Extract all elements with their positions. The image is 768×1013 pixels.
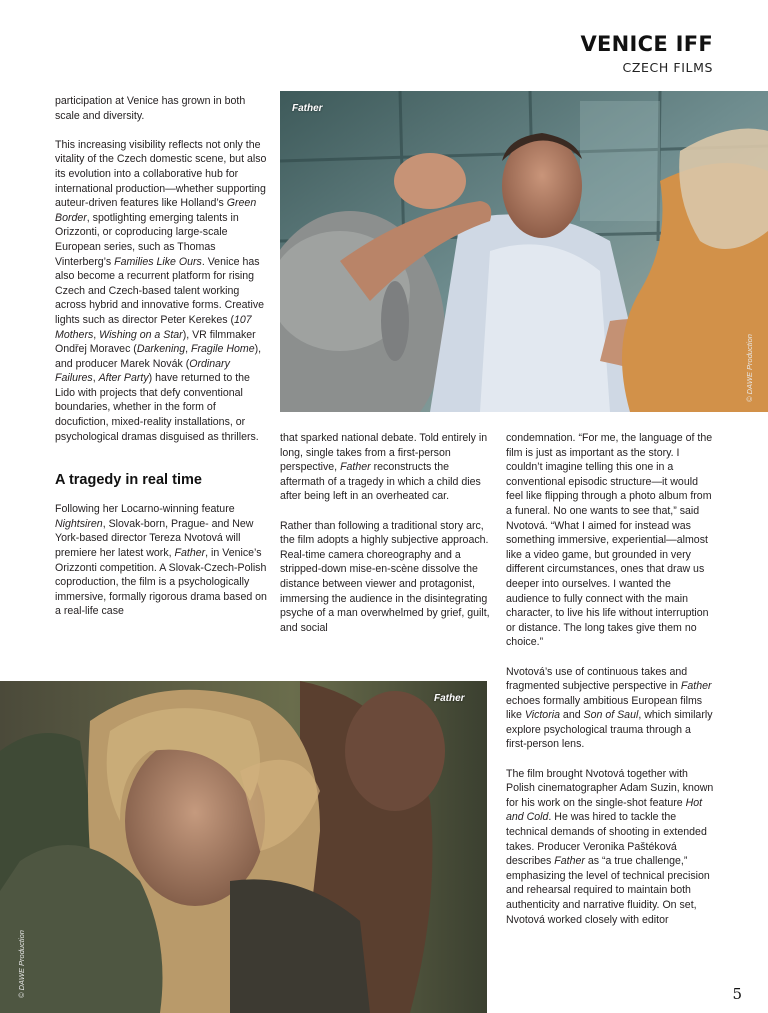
still-photo-bottom — [0, 681, 487, 1013]
magazine-section-title: VENICE IFF — [580, 32, 713, 56]
photo-top-caption: Father — [292, 103, 323, 114]
paragraph: The film brought Nvotová together with Polish cinematographer Adam Suzin, known for his work on the single-shot feature Hot and Cold. He was hired to tackle the technical demands of shooting in extended takes. Producer Veronika Paštéková describes Father as “a true challenge,” emphasizing the level of technical precision and rehearsal required to maintain both authenticity and narrative fluidity. On set, Nvotová worked closely with editor — [506, 767, 714, 926]
paragraph: Nvotová’s use of continuous takes and fragmented subjective perspective in Father echoes formally ambitious European films like Victoria and Son of Saul, which similarly explore psychological trauma through a first-person lens. — [506, 665, 713, 751]
photo-bottom-credit: © DAWE Production — [17, 930, 26, 998]
paragraph: participation at Venice has grown in both scale and diversity. — [55, 95, 246, 122]
film-still-embrace-scene — [0, 681, 487, 1013]
film-still-fight-scene — [280, 91, 768, 412]
paragraph: Rather than following a traditional story arc, the film adopts a highly subjective approach. Real-time camera choreography and a stripped-down mise-en-scène dissolve the distance between viewer and protagonist, immersing the audience in the disintegrating psyche of a man overwhelmed by grief, guilt, and social — [280, 519, 490, 634]
paragraph: that sparked national debate. Told entirely in long, single takes from a first-person perspective, Father reconstructs the aftermath of a tragedy in which a child dies after being left in an overheated car. — [280, 432, 488, 503]
magazine-subsection-title: CZECH FILMS — [622, 60, 713, 75]
article-column-3 — [506, 431, 714, 927]
still-photo-top — [280, 91, 768, 412]
article-column-2 — [280, 431, 492, 635]
article-column-1 — [55, 94, 267, 619]
paragraph: Following her Locarno-winning feature Nightsiren, Slovak-born, Prague- and New York-based director Tereza Nvotová will premiere her latest work, Father, in Venice’s Orizzonti competition. A Slovak-Czech-Polish coproduction, the film is a psychologically immersive, formally rigorous drama based on a real-life case — [55, 503, 267, 618]
page-number: 5 — [732, 985, 742, 1003]
photo-top-credit: © DAWE Production — [745, 334, 754, 402]
paragraph: This increasing visibility reflects not only the vitality of the Czech domestic scene, but also its evolution into a collaborative hub for international production—whether supporting auteur-driven features like Holland’s Green Border, spotlighting emerging talents in Orizzonti, or coproducing large-scale European series, such as Thomas Vinterberg’s Families Like Ours. Venice has also become a recurrent platform for rising Czech and Czech-based talent working across hybrid and innovative forms. Creative lights such as director Peter Kerekes (107 Mothers, Wishing on a Star), VR filmmaker Ondřej Moravec (Darkening, Fragile Home), and producer Marek Novák (Ordinary Failures, After Party) have returned to the Lido with projects that defy conventional boundaries, whether in the form of docufiction, mixed-reality installations, or psychological dramas disguised as thrillers. — [55, 138, 267, 443]
section-heading: A tragedy in real time — [55, 472, 202, 489]
photo-bottom-caption: Father — [434, 693, 465, 704]
paragraph: condemnation. “For me, the language of the film is just as important as the story. I couldn’t imagine telling this one in a conventional episodic structure—it would feel like flipping through a photo album from a funeral. No one wants to see that,” said Nvotová. “What I aimed for instead was something immersive, experiential—almost like a video game, but grounded in very different circumstances, ones that draw us deeper into ourselves. I wanted the audience to fully connect with the main character, to live his life without interruption or distance. The long takes give them no choice.” — [506, 432, 713, 649]
